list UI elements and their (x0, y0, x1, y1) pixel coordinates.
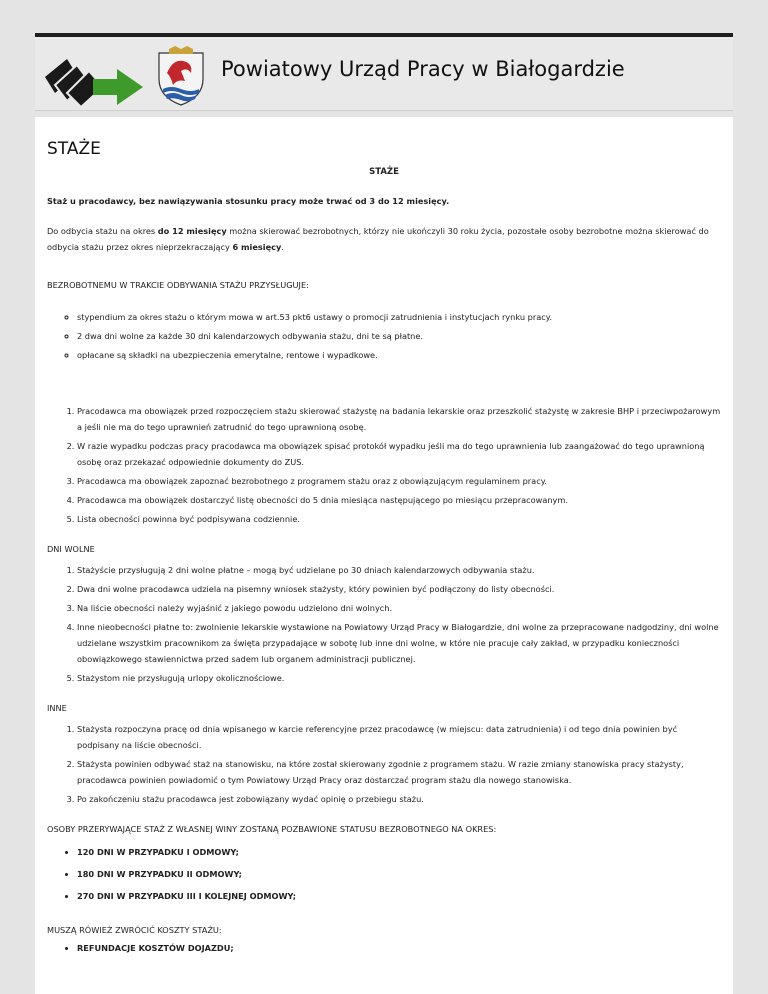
list-item: ◦ opłacane są składki na ubezpieczenia emerytalne, rentowe i wypadkowe. (77, 347, 721, 363)
intro-text-3: . (281, 242, 284, 252)
intro-paragraph (47, 223, 721, 255)
list-item: 4. Pracodawca ma obowiązek dostarczyć listę obecności do 5 dnia miesiąca następującego po miesiącu przepracowanym. (77, 492, 721, 508)
list-item: 3. Na liście obecności należy wyjaśnić z jakiego powodu udzielono dni wolnych. (77, 600, 721, 616)
center-heading: STAŻE (369, 167, 399, 177)
days-off-heading: DNI WOLNE (47, 544, 95, 554)
list-item: 1. Stażysta rozpoczyna pracę od dnia wpisanego w karcie referencyjne przez pracodawcę (w miejscu: data zatrudnienia) i od tego dnia powinien być podpisany na liście obecności. (77, 721, 721, 753)
list-item: 2. Stażysta powinien odbywać staż na stanowisku, na które został skierowany zgodnie z programem stażu. W razie zmiany stanowiska pracy stażysty, pracodawca powinien powiadomić o tym Powiatowy Urząd Pracy oraz dostarczać program stażu dla nowego stanowiska. (77, 756, 721, 788)
list-item: 1. Stażyście przysługują 2 dni wolne płatne – mogą być udzielane po 30 dniach kalendarzowych odbywania stażu. (77, 562, 721, 578)
list-item: 1. Pracodawca ma obowiązek przed rozpoczęciem stażu skierować stażystę na badania lekarskie oraz przeszkolić stażystę w zakresie BHP i przeciwpożarowym a jeśli nie ma do tego uprawnień zatrudnić do tego uprawnioną osobę. (77, 403, 721, 435)
coat-of-arms-icon[interactable] (155, 45, 207, 107)
list-item: 2. W razie wypadku podczas pracy pracodawca ma obowiązek spisać protokół wypadku jeśli ma do tego uprawnienia lub zaangażować do tego uprawnioną osobę oraz przekazać odpowiednie dokumenty do ZUS. (77, 438, 721, 470)
intro-text-1: Do odbycia stażu na okres (47, 226, 158, 236)
employer-duties-list (47, 403, 721, 527)
list-item: • 180 DNI W PRZYPADKU II ODMOWY; (77, 866, 721, 882)
penalty-list (47, 844, 721, 904)
site-title[interactable]: Powiatowy Urząd Pracy w Białogardzie (221, 57, 625, 81)
article (47, 117, 721, 962)
list-item: 5. Lista obecności powinna być podpisywana codziennie. (77, 511, 721, 527)
list-item: 3. Po zakończeniu stażu pracodawca jest zobowiązany wydać opinię o przebiegu stażu. (77, 791, 721, 807)
list-item: • 120 DNI W PRZYPADKU I ODMOWY; (77, 844, 721, 860)
rights-list (47, 309, 721, 363)
rights-heading: BEZROBOTNEMU W TRAKCIE ODBYWANIA STAŻU PRZYSŁUGUJE: (47, 280, 309, 290)
documents-arrow-logo-icon[interactable] (37, 47, 147, 109)
intro-text-2: można skierować bezrobotnych, którzy nie ukończyli 30 roku życia, pozostałe osoby bezrobotne można skierować do odbycia stażu przez okres nieprzekraczający (47, 226, 709, 252)
list-item: 5. Stażystom nie przysługują urlopy okolicznościowe. (77, 670, 721, 686)
page-title: STAŻE (47, 139, 101, 159)
other-heading: INNE (47, 703, 67, 713)
list-item: 2. Dwa dni wolne pracodawca udziela na pisemny wniosek stażysty, który powinien być podłączony do listy obecności. (77, 581, 721, 597)
site-header (35, 37, 733, 111)
list-item: 3. Pracodawca ma obowiązek zapoznać bezrobotnego z programem stażu oraz z obowiązującym regulaminem pracy. (77, 473, 721, 489)
main-content (35, 117, 733, 994)
intro-bold-2: 6 miesięcy (232, 242, 282, 252)
intro-bold-1: do 12 miesięcy (157, 226, 227, 236)
list-item: • REFUNDACJE KOSZTÓW DOJAZDU; (77, 940, 721, 956)
list-item: • 270 DNI W PRZYPADKU III I KOLEJNEJ ODMOWY; (77, 888, 721, 904)
other-list (47, 721, 721, 807)
list-item: ◦ stypendium za okres stażu o którym mowa w art.53 pkt6 ustawy o promocji zatrudnienia i instytucjach rynku pracy. (77, 309, 721, 325)
refund-heading: MUSZĄ RÓWIEŻ ZWRÓCIĆ KOSZTY STAŻU: (47, 925, 222, 935)
list-item: ◦ 2 dwa dni wolne za każde 30 dni kalendarzowych odbywania stażu, dni te są płatne. (77, 328, 721, 344)
lead-paragraph: Staż u pracodawcy, bez nawiązywania stosunku pracy może trwać od 3 do 12 miesięcy. (47, 196, 450, 206)
list-item: 4. Inne nieobecności płatne to: zwolnienie lekarskie wystawione na Powiatowy Urząd Pracy w Białogardzie, dni wolne za przepracowane nadgodziny, dni wolne udzielane wszystkim pracownikom za święta przypadające w sobotę lub inne dni wolne, w które nie pracuje cały zakład, w przypadku konieczności obowiązkowego stawiennictwa przed sadem lub organem administracji publicznej. (77, 619, 721, 667)
refund-list (47, 940, 721, 956)
penalty-heading: OSOBY PRZERYWAJĄCE STAŻ Z WŁASNEJ WINY ZOSTANĄ POZBAWIONE STATUSU BEZROBOTNEGO NA OKRES: (47, 824, 497, 834)
days-off-list (47, 562, 721, 686)
